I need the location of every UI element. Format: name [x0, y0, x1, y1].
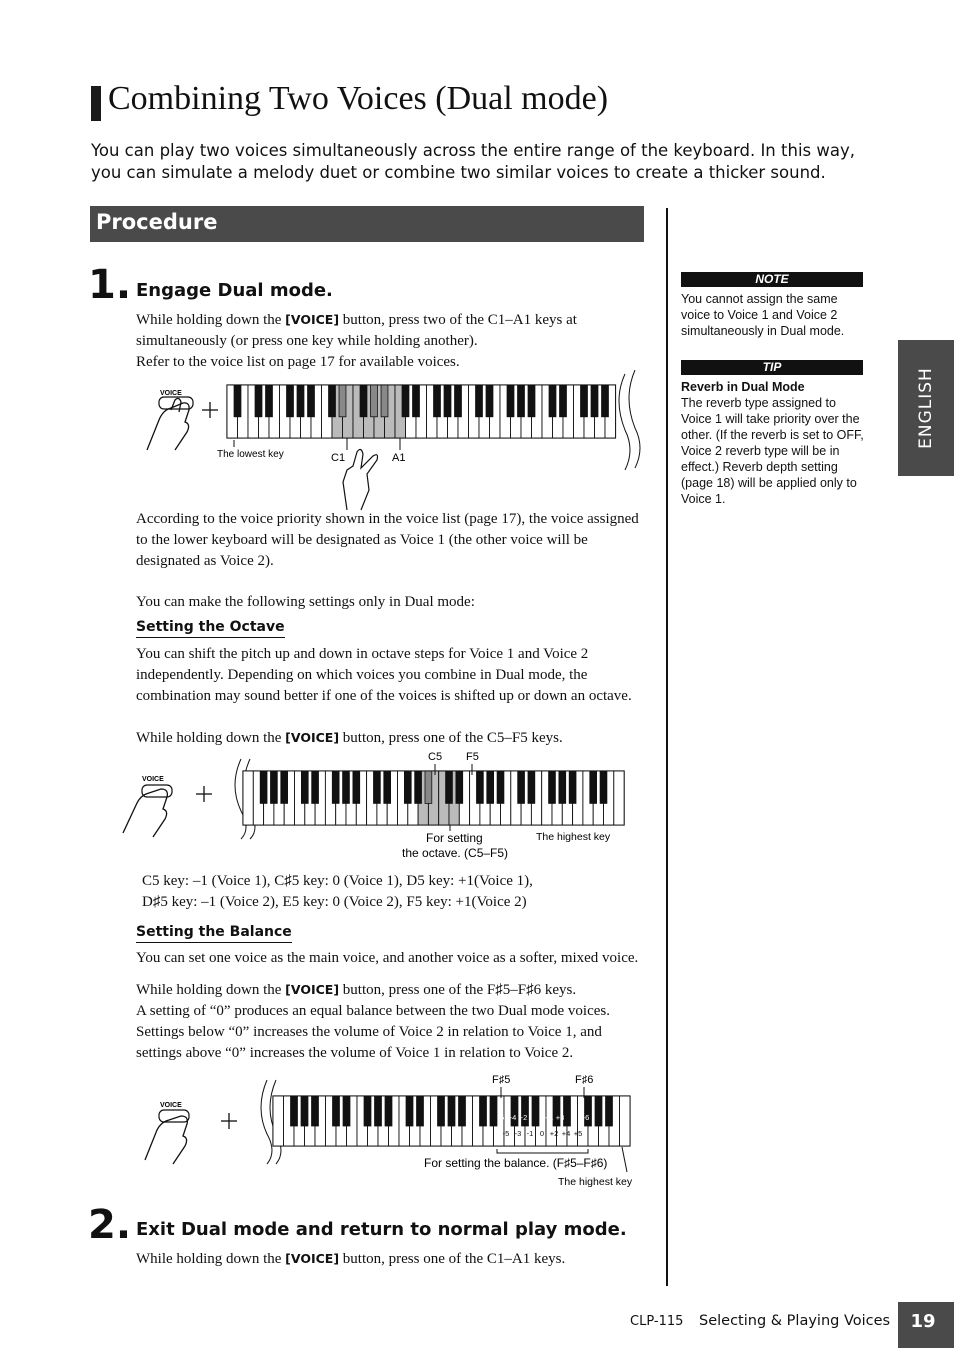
balance-value-white: -5 — [502, 1129, 510, 1138]
voice-button-ref: [VOICE] — [285, 730, 340, 745]
black-key — [353, 771, 360, 803]
black-key — [600, 771, 607, 803]
step-2-number: 2. — [88, 1202, 132, 1248]
black-key — [518, 771, 525, 803]
voice-caption: VOICE — [142, 776, 164, 783]
voice-button-ref: [VOICE] — [285, 312, 340, 327]
step-1-text-post: button, press two of the C1–A1 keys at simultaneously (or press one key while holding another). — [136, 312, 577, 349]
settings-intro: You can make the following settings only in Dual mode: — [136, 594, 475, 610]
c1-label: C1 — [331, 452, 346, 464]
black-key — [444, 385, 451, 417]
black-key — [446, 771, 453, 803]
octave-caption-2: the octave. (C5–F5) — [402, 846, 509, 860]
keyboard-1 — [227, 385, 616, 438]
octave-keyboard-figure — [115, 745, 635, 865]
step-2-text-post: button, press one of the C1–A1 keys. — [339, 1251, 566, 1267]
black-key — [271, 771, 278, 803]
plus-icon — [202, 402, 218, 418]
voice-caption: VOICE — [160, 1102, 182, 1109]
octave-instr-pre: While holding down the — [136, 730, 286, 746]
black-key — [487, 771, 494, 803]
balance-instr-pre: While holding down the — [136, 982, 286, 998]
black-key — [459, 1096, 466, 1126]
procedure-heading: Procedure — [96, 210, 218, 234]
footer-section: Selecting & Playing Voices — [699, 1313, 891, 1329]
black-key — [343, 771, 350, 803]
black-key — [374, 771, 381, 803]
black-key — [381, 385, 388, 417]
plus-icon — [196, 786, 212, 802]
voice-button-ref: [VOICE] — [285, 1251, 340, 1266]
dual-mode-keyboard-figure — [135, 370, 655, 515]
black-key — [564, 1096, 571, 1126]
black-key — [375, 1096, 382, 1126]
black-key — [591, 385, 598, 417]
black-key — [602, 385, 609, 417]
black-key — [287, 385, 294, 417]
lowest-key-label: The lowest key — [217, 449, 284, 460]
balance-value-white: +4 — [561, 1129, 571, 1138]
fs5-label: F♯5 — [492, 1074, 511, 1086]
balance-value-white: -3 — [514, 1129, 522, 1138]
black-key — [595, 1096, 602, 1126]
black-key — [402, 385, 409, 417]
column-divider — [666, 208, 668, 1286]
tip-text: The reverb type assigned to Voice 1 will take priority over the other. (If the reverb is set to OFF, Voice 2 reverb type will be in effect.) Reverb depth setting (page 18) will be applied only to Voice 1. — [681, 396, 864, 506]
black-key — [490, 1096, 497, 1126]
voice-button-icon — [147, 397, 193, 450]
black-key — [281, 771, 288, 803]
voice-priority-text: According to the voice priority shown in the voice list (page 17), the voice assigned to the lower keyboard will be designated as Voice 1 (the other voice will be designated as Voice 2). — [136, 511, 639, 569]
octave-heading: Setting the Octave — [136, 619, 285, 638]
balance-value-black: +1 — [544, 1113, 554, 1122]
octave-text: You can shift the pitch up and down in octave steps for Voice 1 and Voice 2 independently. Depending on which voices you combine in Dual mode, the combination may sound better if one of the voices is shifted up or down an octave. — [136, 646, 632, 704]
black-key — [385, 1096, 392, 1126]
highest-key-label: The highest key — [558, 1176, 633, 1188]
step-1-number: 1. — [88, 262, 132, 308]
octave-key-values — [142, 871, 642, 913]
black-key — [329, 385, 336, 417]
black-key — [425, 771, 432, 803]
black-key — [569, 771, 576, 803]
keyboard-2 — [243, 771, 624, 825]
black-key — [312, 1096, 319, 1126]
black-key — [434, 385, 441, 417]
voice-button-icon — [145, 1110, 189, 1164]
balance-value-black: -4 — [509, 1113, 517, 1122]
balance-value-white: -1 — [526, 1129, 534, 1138]
plus-icon — [221, 1113, 237, 1129]
black-key — [234, 385, 241, 417]
balance-instruction — [136, 979, 648, 1064]
footer-model: CLP-115 — [630, 1314, 684, 1329]
black-key — [260, 771, 267, 803]
black-key — [297, 385, 304, 417]
voice-caption: VOICE — [160, 390, 182, 397]
black-key — [455, 385, 462, 417]
black-key — [518, 385, 525, 417]
balance-heading: Setting the Balance — [136, 924, 292, 943]
a1-label: A1 — [392, 452, 406, 464]
black-key — [339, 385, 346, 417]
balance-value-white: +2 — [549, 1129, 559, 1138]
black-key — [606, 1096, 613, 1126]
black-key — [332, 771, 339, 803]
page-title: Combining Two Voices (Dual mode) — [108, 80, 609, 117]
balance-instr-post: button, press one of the F♯5–F♯6 keys. — [339, 982, 577, 998]
step-2-title: Exit Dual mode and return to normal play mode. — [136, 1219, 627, 1240]
step-1-title: Engage Dual mode. — [136, 280, 333, 301]
c5-label: C5 — [428, 751, 443, 763]
black-key — [266, 385, 273, 417]
octave-values-line-2: D♯5 key: –1 (Voice 2), E5 key: 0 (Voice 2), F5 key: +1(Voice 2) — [142, 894, 527, 910]
black-key — [486, 385, 493, 417]
black-key — [456, 771, 463, 803]
octave-values-line-1: C5 key: –1 (Voice 1), C♯5 key: 0 (Voice 1), D5 key: +1(Voice 1), — [142, 873, 533, 889]
balance-value-black: -2 — [520, 1113, 528, 1122]
two-finger-hand-icon — [343, 449, 378, 510]
balance-value-white: 0 — [539, 1129, 545, 1138]
balance-value-white: +5 — [573, 1129, 583, 1138]
white-key — [620, 1096, 631, 1146]
black-key — [528, 385, 535, 417]
step-2-text-pre: While holding down the — [136, 1251, 286, 1267]
black-key — [549, 385, 556, 417]
octave-caption-1: For setting — [426, 831, 483, 845]
black-key — [448, 1096, 455, 1126]
black-key — [301, 1096, 308, 1126]
fs6-label: F♯6 — [575, 1074, 594, 1086]
voice-button-ref: [VOICE] — [285, 982, 340, 997]
balance-keyboard-figure — [135, 1068, 655, 1193]
black-key — [528, 771, 535, 803]
octave-instr-post: button, press one of the C5–F5 keys. — [339, 730, 563, 746]
black-key — [301, 771, 308, 803]
balance-value-black: +6 — [580, 1113, 590, 1122]
black-key — [581, 385, 588, 417]
intro-paragraph: You can play two voices simultaneously across the entire range of the keyboard. In this way, you can simulate a melody duet or combine two similar voices to create a thicker sound. — [91, 141, 855, 182]
balance-value-black: +3 — [555, 1113, 565, 1122]
tip-label: TIP — [681, 360, 863, 375]
balance-value-black: -6 — [497, 1113, 505, 1122]
black-key — [507, 385, 514, 417]
title-marker — [91, 86, 101, 121]
f5-label: F5 — [466, 751, 479, 763]
step-1-refer: Refer to the voice list on page 17 for available voices. — [136, 354, 460, 370]
step-1-text-pre: While holding down the — [136, 312, 286, 328]
voice-button-icon — [123, 785, 172, 837]
black-key — [291, 1096, 298, 1126]
black-key — [417, 1096, 424, 1126]
black-key — [532, 1096, 539, 1126]
black-key — [333, 1096, 340, 1126]
tip-content — [681, 379, 867, 507]
black-key — [477, 771, 484, 803]
highest-key-label: The highest key — [536, 831, 611, 843]
note-text: You cannot assign the same voice to Voice 1 and Voice 2 simultaneously in Dual mode. — [681, 292, 845, 338]
black-key — [480, 1096, 487, 1126]
white-key — [273, 1096, 284, 1146]
black-key — [406, 1096, 413, 1126]
black-key — [559, 771, 566, 803]
note-label: NOTE — [681, 272, 863, 287]
black-key — [371, 385, 378, 417]
white-key — [614, 771, 624, 825]
black-key — [415, 771, 422, 803]
break-mark-icon — [619, 370, 640, 470]
black-key — [312, 771, 319, 803]
black-key — [255, 385, 262, 417]
black-key — [360, 385, 367, 417]
black-key — [308, 385, 315, 417]
step-1-instruction — [136, 309, 646, 373]
black-key — [384, 771, 391, 803]
balance-caption: For setting the balance. (F♯5–F♯6) — [424, 1156, 608, 1170]
black-key — [438, 1096, 445, 1126]
black-key — [590, 771, 597, 803]
black-key — [497, 771, 504, 803]
balance-explanation: A setting of “0” produces an equal balance between the two Dual mode voices. Settings below “0” increases the volume of Voice 2 in relation to Voice 1, and settings above “0” increases the volume of Voice 1 in relation to Voice 2. — [136, 1003, 611, 1061]
black-key — [343, 1096, 350, 1126]
keyboard-3 — [273, 1096, 630, 1146]
black-key — [560, 385, 567, 417]
balance-text: You can set one voice as the main voice, and another voice as a softer, mixed voice. — [136, 950, 639, 966]
black-key — [413, 385, 420, 417]
step-2-instruction — [136, 1248, 646, 1270]
black-key — [549, 771, 556, 803]
language-tab-label: ENGLISH — [916, 367, 936, 449]
black-key — [476, 385, 483, 417]
page-number: 19 — [910, 1311, 936, 1332]
white-key — [243, 771, 253, 825]
black-key — [364, 1096, 371, 1126]
black-key — [404, 771, 411, 803]
tip-heading: Reverb in Dual Mode — [681, 380, 805, 394]
